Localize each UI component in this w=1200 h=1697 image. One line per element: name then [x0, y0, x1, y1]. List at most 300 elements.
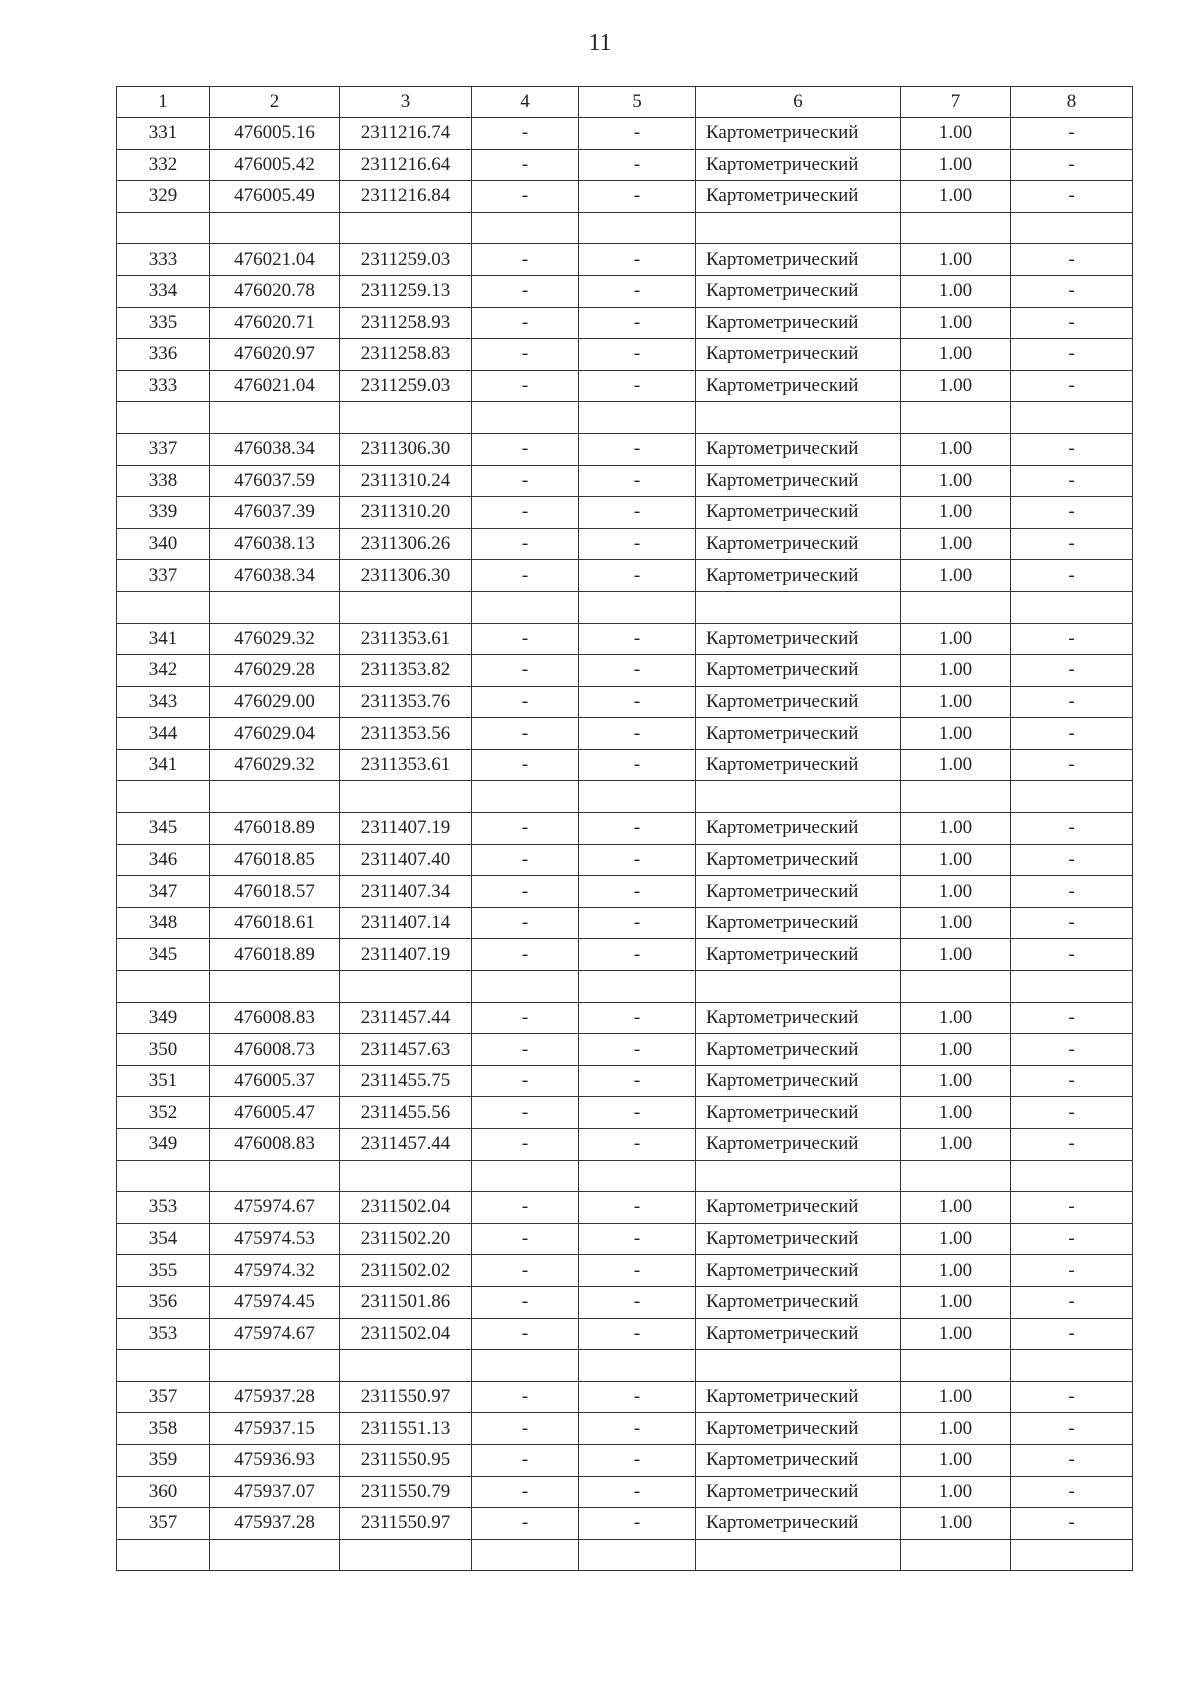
column-4-cell: [472, 1350, 579, 1382]
x-coordinate-cell: 476008.73: [210, 1034, 340, 1066]
accuracy-cell: 1.00: [901, 623, 1011, 655]
x-coordinate-cell: 475937.28: [210, 1381, 340, 1413]
accuracy-cell: 1.00: [901, 1476, 1011, 1508]
x-coordinate-cell: 476037.59: [210, 465, 340, 497]
accuracy-cell: 1.00: [901, 1097, 1011, 1129]
x-coordinate-cell: 475937.15: [210, 1413, 340, 1445]
column-4-cell: -: [472, 686, 579, 718]
x-coordinate-cell: 476029.00: [210, 686, 340, 718]
method-cell: Картометрический: [696, 1286, 901, 1318]
method-cell: Картометрический: [696, 813, 901, 845]
y-coordinate-cell: 2311353.76: [340, 686, 472, 718]
column-8-cell: -: [1011, 370, 1133, 402]
method-cell: Картометрический: [696, 465, 901, 497]
method-cell: Картометрический: [696, 718, 901, 750]
table-row: [117, 149, 1133, 181]
column-header: 8: [1011, 87, 1133, 118]
table-row: [117, 781, 1133, 813]
method-cell: Картометрический: [696, 1034, 901, 1066]
x-coordinate-cell: 476018.61: [210, 907, 340, 939]
x-coordinate-cell: [210, 212, 340, 244]
accuracy-cell: 1.00: [901, 181, 1011, 213]
table-row: [117, 907, 1133, 939]
accuracy-cell: [901, 591, 1011, 623]
x-coordinate-cell: 476021.04: [210, 370, 340, 402]
accuracy-cell: [901, 1350, 1011, 1382]
column-4-cell: -: [472, 497, 579, 529]
point-number-cell: 348: [117, 907, 210, 939]
column-5-cell: -: [579, 370, 696, 402]
method-cell: Картометрический: [696, 370, 901, 402]
column-8-cell: -: [1011, 307, 1133, 339]
point-number-cell: 342: [117, 655, 210, 687]
column-5-cell: -: [579, 907, 696, 939]
column-8-cell: -: [1011, 497, 1133, 529]
method-cell: Картометрический: [696, 939, 901, 971]
column-5-cell: -: [579, 497, 696, 529]
column-8-cell: -: [1011, 813, 1133, 845]
method-cell: [696, 402, 901, 434]
column-8-cell: -: [1011, 686, 1133, 718]
y-coordinate-cell: 2311407.34: [340, 876, 472, 908]
point-number-cell: 347: [117, 876, 210, 908]
point-number-cell: 351: [117, 1065, 210, 1097]
point-number-cell: 359: [117, 1444, 210, 1476]
column-4-cell: -: [472, 370, 579, 402]
column-5-cell: [579, 1350, 696, 1382]
x-coordinate-cell: 476029.04: [210, 718, 340, 750]
column-8-cell: [1011, 212, 1133, 244]
point-number-cell: 338: [117, 465, 210, 497]
column-4-cell: [472, 1160, 579, 1192]
column-8-cell: -: [1011, 749, 1133, 781]
column-8-cell: -: [1011, 623, 1133, 655]
accuracy-cell: 1.00: [901, 1223, 1011, 1255]
column-8-cell: -: [1011, 1413, 1133, 1445]
column-5-cell: -: [579, 1476, 696, 1508]
method-cell: Картометрический: [696, 307, 901, 339]
accuracy-cell: 1.00: [901, 275, 1011, 307]
column-4-cell: -: [472, 560, 579, 592]
column-4-cell: -: [472, 1034, 579, 1066]
y-coordinate-cell: 2311259.03: [340, 244, 472, 276]
method-cell: Картометрический: [696, 1129, 901, 1161]
table-row: [117, 876, 1133, 908]
point-number-cell: 339: [117, 497, 210, 529]
point-number-cell: 340: [117, 528, 210, 560]
column-8-cell: -: [1011, 907, 1133, 939]
y-coordinate-cell: 2311216.84: [340, 181, 472, 213]
table-row: [117, 1381, 1133, 1413]
column-5-cell: -: [579, 465, 696, 497]
column-5-cell: [579, 1160, 696, 1192]
x-coordinate-cell: 476005.49: [210, 181, 340, 213]
table-row: [117, 939, 1133, 971]
table-row: [117, 465, 1133, 497]
x-coordinate-cell: 475974.45: [210, 1286, 340, 1318]
table-row: [117, 339, 1133, 371]
column-8-cell: [1011, 971, 1133, 1003]
accuracy-cell: 1.00: [901, 686, 1011, 718]
method-cell: Картометрический: [696, 1381, 901, 1413]
table-row: [117, 749, 1133, 781]
point-number-cell: 345: [117, 939, 210, 971]
point-number-cell: 345: [117, 813, 210, 845]
column-8-cell: [1011, 1350, 1133, 1382]
point-number-cell: [117, 402, 210, 434]
y-coordinate-cell: 2311502.20: [340, 1223, 472, 1255]
point-number-cell: 329: [117, 181, 210, 213]
x-coordinate-cell: 476038.13: [210, 528, 340, 560]
y-coordinate-cell: 2311259.03: [340, 370, 472, 402]
point-number-cell: 344: [117, 718, 210, 750]
method-cell: Картометрический: [696, 339, 901, 371]
column-4-cell: -: [472, 749, 579, 781]
column-8-cell: -: [1011, 1223, 1133, 1255]
table-row: [117, 307, 1133, 339]
point-number-cell: 334: [117, 275, 210, 307]
method-cell: Картометрический: [696, 749, 901, 781]
table-row: [117, 1002, 1133, 1034]
accuracy-cell: [901, 212, 1011, 244]
column-header: 1: [117, 87, 210, 118]
accuracy-cell: 1.00: [901, 433, 1011, 465]
column-4-cell: -: [472, 718, 579, 750]
method-cell: Картометрический: [696, 244, 901, 276]
table-row: [117, 212, 1133, 244]
column-8-cell: -: [1011, 118, 1133, 150]
accuracy-cell: [901, 1539, 1011, 1571]
table-row: [117, 1350, 1133, 1382]
column-4-cell: -: [472, 1286, 579, 1318]
y-coordinate-cell: 2311550.97: [340, 1508, 472, 1540]
y-coordinate-cell: 2311502.04: [340, 1318, 472, 1350]
column-4-cell: [472, 402, 579, 434]
y-coordinate-cell: 2311407.19: [340, 939, 472, 971]
column-8-cell: -: [1011, 1192, 1133, 1224]
table-row: [117, 118, 1133, 150]
column-5-cell: -: [579, 844, 696, 876]
column-5-cell: -: [579, 244, 696, 276]
accuracy-cell: 1.00: [901, 244, 1011, 276]
accuracy-cell: [901, 1160, 1011, 1192]
method-cell: Картометрический: [696, 1318, 901, 1350]
method-cell: Картометрический: [696, 1065, 901, 1097]
y-coordinate-cell: 2311455.75: [340, 1065, 472, 1097]
table-row: [117, 1318, 1133, 1350]
column-8-cell: -: [1011, 465, 1133, 497]
column-4-cell: -: [472, 1002, 579, 1034]
column-8-cell: -: [1011, 1097, 1133, 1129]
table-row: [117, 718, 1133, 750]
column-4-cell: -: [472, 1444, 579, 1476]
table-body: [117, 118, 1133, 1571]
point-number-cell: 335: [117, 307, 210, 339]
column-8-cell: -: [1011, 1444, 1133, 1476]
column-4-cell: -: [472, 1255, 579, 1287]
point-number-cell: 356: [117, 1286, 210, 1318]
column-5-cell: -: [579, 623, 696, 655]
point-number-cell: 341: [117, 623, 210, 655]
column-4-cell: -: [472, 1476, 579, 1508]
y-coordinate-cell: 2311502.04: [340, 1192, 472, 1224]
table-row: [117, 1413, 1133, 1445]
column-4-cell: -: [472, 876, 579, 908]
point-number-cell: 349: [117, 1002, 210, 1034]
method-cell: Картометрический: [696, 844, 901, 876]
method-cell: Картометрический: [696, 118, 901, 150]
column-5-cell: -: [579, 1413, 696, 1445]
column-5-cell: -: [579, 275, 696, 307]
y-coordinate-cell: 2311502.02: [340, 1255, 472, 1287]
accuracy-cell: 1.00: [901, 1034, 1011, 1066]
table-row: [117, 181, 1133, 213]
column-4-cell: -: [472, 465, 579, 497]
method-cell: Картометрический: [696, 181, 901, 213]
point-number-cell: 358: [117, 1413, 210, 1445]
column-header: 5: [579, 87, 696, 118]
column-8-cell: -: [1011, 655, 1133, 687]
column-5-cell: -: [579, 1065, 696, 1097]
column-8-cell: -: [1011, 1476, 1133, 1508]
method-cell: Картометрический: [696, 275, 901, 307]
page-number: 11: [588, 30, 612, 56]
column-8-cell: -: [1011, 1034, 1133, 1066]
accuracy-cell: 1.00: [901, 876, 1011, 908]
point-number-cell: [117, 781, 210, 813]
x-coordinate-cell: [210, 591, 340, 623]
method-cell: Картометрический: [696, 907, 901, 939]
y-coordinate-cell: 2311258.83: [340, 339, 472, 371]
point-number-cell: 357: [117, 1508, 210, 1540]
point-number-cell: 353: [117, 1318, 210, 1350]
column-8-cell: -: [1011, 1255, 1133, 1287]
y-coordinate-cell: 2311407.14: [340, 907, 472, 939]
table-row: [117, 1539, 1133, 1571]
table-row: [117, 655, 1133, 687]
y-coordinate-cell: 2311457.44: [340, 1129, 472, 1161]
point-number-cell: [117, 1539, 210, 1571]
column-4-cell: -: [472, 1223, 579, 1255]
y-coordinate-cell: 2311455.56: [340, 1097, 472, 1129]
accuracy-cell: 1.00: [901, 307, 1011, 339]
column-8-cell: -: [1011, 1065, 1133, 1097]
accuracy-cell: 1.00: [901, 1255, 1011, 1287]
x-coordinate-cell: 475937.28: [210, 1508, 340, 1540]
y-coordinate-cell: [340, 1539, 472, 1571]
table-row: [117, 370, 1133, 402]
accuracy-cell: 1.00: [901, 118, 1011, 150]
column-8-cell: -: [1011, 149, 1133, 181]
accuracy-cell: 1.00: [901, 813, 1011, 845]
x-coordinate-cell: 476038.34: [210, 560, 340, 592]
column-5-cell: -: [579, 118, 696, 150]
y-coordinate-cell: 2311407.40: [340, 844, 472, 876]
point-number-cell: [117, 1160, 210, 1192]
y-coordinate-cell: [340, 781, 472, 813]
column-5-cell: -: [579, 1255, 696, 1287]
method-cell: Картометрический: [696, 149, 901, 181]
accuracy-cell: 1.00: [901, 939, 1011, 971]
x-coordinate-cell: 476021.04: [210, 244, 340, 276]
column-header: 3: [340, 87, 472, 118]
point-number-cell: 346: [117, 844, 210, 876]
column-5-cell: -: [579, 1129, 696, 1161]
column-5-cell: -: [579, 181, 696, 213]
column-8-cell: -: [1011, 181, 1133, 213]
method-cell: Картометрический: [696, 876, 901, 908]
method-cell: Картометрический: [696, 623, 901, 655]
method-cell: Картометрический: [696, 560, 901, 592]
method-cell: [696, 1160, 901, 1192]
column-8-cell: -: [1011, 718, 1133, 750]
accuracy-cell: [901, 402, 1011, 434]
column-5-cell: -: [579, 1444, 696, 1476]
column-8-cell: -: [1011, 939, 1133, 971]
column-8-cell: -: [1011, 1286, 1133, 1318]
table-row: [117, 623, 1133, 655]
table-row: [117, 560, 1133, 592]
x-coordinate-cell: 476018.85: [210, 844, 340, 876]
column-8-cell: -: [1011, 560, 1133, 592]
column-5-cell: [579, 1539, 696, 1571]
point-number-cell: 349: [117, 1129, 210, 1161]
point-number-cell: 354: [117, 1223, 210, 1255]
accuracy-cell: 1.00: [901, 1192, 1011, 1224]
table-row: [117, 1476, 1133, 1508]
column-8-cell: [1011, 402, 1133, 434]
method-cell: Картометрический: [696, 686, 901, 718]
point-number-cell: [117, 1350, 210, 1382]
table-row: [117, 528, 1133, 560]
point-number-cell: 341: [117, 749, 210, 781]
x-coordinate-cell: 475974.67: [210, 1192, 340, 1224]
x-coordinate-cell: [210, 402, 340, 434]
column-5-cell: -: [579, 876, 696, 908]
accuracy-cell: 1.00: [901, 718, 1011, 750]
method-cell: Картометрический: [696, 1413, 901, 1445]
table-row: [117, 844, 1133, 876]
method-cell: Картометрический: [696, 528, 901, 560]
column-5-cell: -: [579, 1223, 696, 1255]
column-header: 2: [210, 87, 340, 118]
column-4-cell: [472, 212, 579, 244]
column-8-cell: -: [1011, 528, 1133, 560]
point-number-cell: [117, 591, 210, 623]
point-number-cell: 337: [117, 433, 210, 465]
point-number-cell: 350: [117, 1034, 210, 1066]
column-5-cell: [579, 212, 696, 244]
point-number-cell: [117, 212, 210, 244]
point-number-cell: [117, 971, 210, 1003]
accuracy-cell: 1.00: [901, 339, 1011, 371]
column-4-cell: [472, 591, 579, 623]
x-coordinate-cell: 476005.37: [210, 1065, 340, 1097]
table-row: [117, 686, 1133, 718]
point-number-cell: 352: [117, 1097, 210, 1129]
accuracy-cell: 1.00: [901, 528, 1011, 560]
accuracy-cell: [901, 971, 1011, 1003]
point-number-cell: 353: [117, 1192, 210, 1224]
column-5-cell: -: [579, 339, 696, 371]
y-coordinate-cell: [340, 402, 472, 434]
table-row: [117, 497, 1133, 529]
x-coordinate-cell: 476020.78: [210, 275, 340, 307]
header-row: [117, 87, 1133, 118]
y-coordinate-cell: 2311353.82: [340, 655, 472, 687]
column-4-cell: -: [472, 275, 579, 307]
y-coordinate-cell: 2311501.86: [340, 1286, 472, 1318]
point-number-cell: 333: [117, 370, 210, 402]
column-4-cell: -: [472, 339, 579, 371]
column-header: 6: [696, 87, 901, 118]
table-row: [117, 1097, 1133, 1129]
column-header: 7: [901, 87, 1011, 118]
column-5-cell: [579, 971, 696, 1003]
table-row: [117, 813, 1133, 845]
y-coordinate-cell: 2311353.61: [340, 749, 472, 781]
method-cell: Картометрический: [696, 1444, 901, 1476]
column-4-cell: -: [472, 844, 579, 876]
accuracy-cell: 1.00: [901, 1065, 1011, 1097]
column-4-cell: -: [472, 1318, 579, 1350]
y-coordinate-cell: [340, 1350, 472, 1382]
x-coordinate-cell: 476018.89: [210, 939, 340, 971]
column-4-cell: -: [472, 813, 579, 845]
method-cell: [696, 1539, 901, 1571]
table-row: [117, 275, 1133, 307]
table-row: [117, 402, 1133, 434]
accuracy-cell: 1.00: [901, 1286, 1011, 1318]
x-coordinate-cell: 476018.89: [210, 813, 340, 845]
method-cell: Картометрический: [696, 1223, 901, 1255]
point-number-cell: 332: [117, 149, 210, 181]
accuracy-cell: 1.00: [901, 749, 1011, 781]
point-number-cell: 336: [117, 339, 210, 371]
column-5-cell: -: [579, 718, 696, 750]
column-5-cell: [579, 781, 696, 813]
y-coordinate-cell: [340, 212, 472, 244]
column-5-cell: -: [579, 1097, 696, 1129]
table-row: [117, 1508, 1133, 1540]
method-cell: Картометрический: [696, 655, 901, 687]
x-coordinate-cell: [210, 781, 340, 813]
x-coordinate-cell: 476005.16: [210, 118, 340, 150]
x-coordinate-cell: 476020.71: [210, 307, 340, 339]
column-8-cell: [1011, 781, 1133, 813]
x-coordinate-cell: 476029.28: [210, 655, 340, 687]
method-cell: [696, 591, 901, 623]
method-cell: Картометрический: [696, 433, 901, 465]
column-5-cell: -: [579, 528, 696, 560]
column-8-cell: -: [1011, 1129, 1133, 1161]
column-5-cell: -: [579, 655, 696, 687]
x-coordinate-cell: 476008.83: [210, 1129, 340, 1161]
y-coordinate-cell: 2311259.13: [340, 275, 472, 307]
column-8-cell: [1011, 1160, 1133, 1192]
x-coordinate-cell: 476038.34: [210, 433, 340, 465]
accuracy-cell: 1.00: [901, 370, 1011, 402]
table-row: [117, 1223, 1133, 1255]
column-5-cell: -: [579, 1192, 696, 1224]
column-5-cell: -: [579, 813, 696, 845]
x-coordinate-cell: 475974.32: [210, 1255, 340, 1287]
column-5-cell: -: [579, 433, 696, 465]
accuracy-cell: 1.00: [901, 149, 1011, 181]
y-coordinate-cell: [340, 591, 472, 623]
y-coordinate-cell: 2311310.20: [340, 497, 472, 529]
column-5-cell: -: [579, 749, 696, 781]
